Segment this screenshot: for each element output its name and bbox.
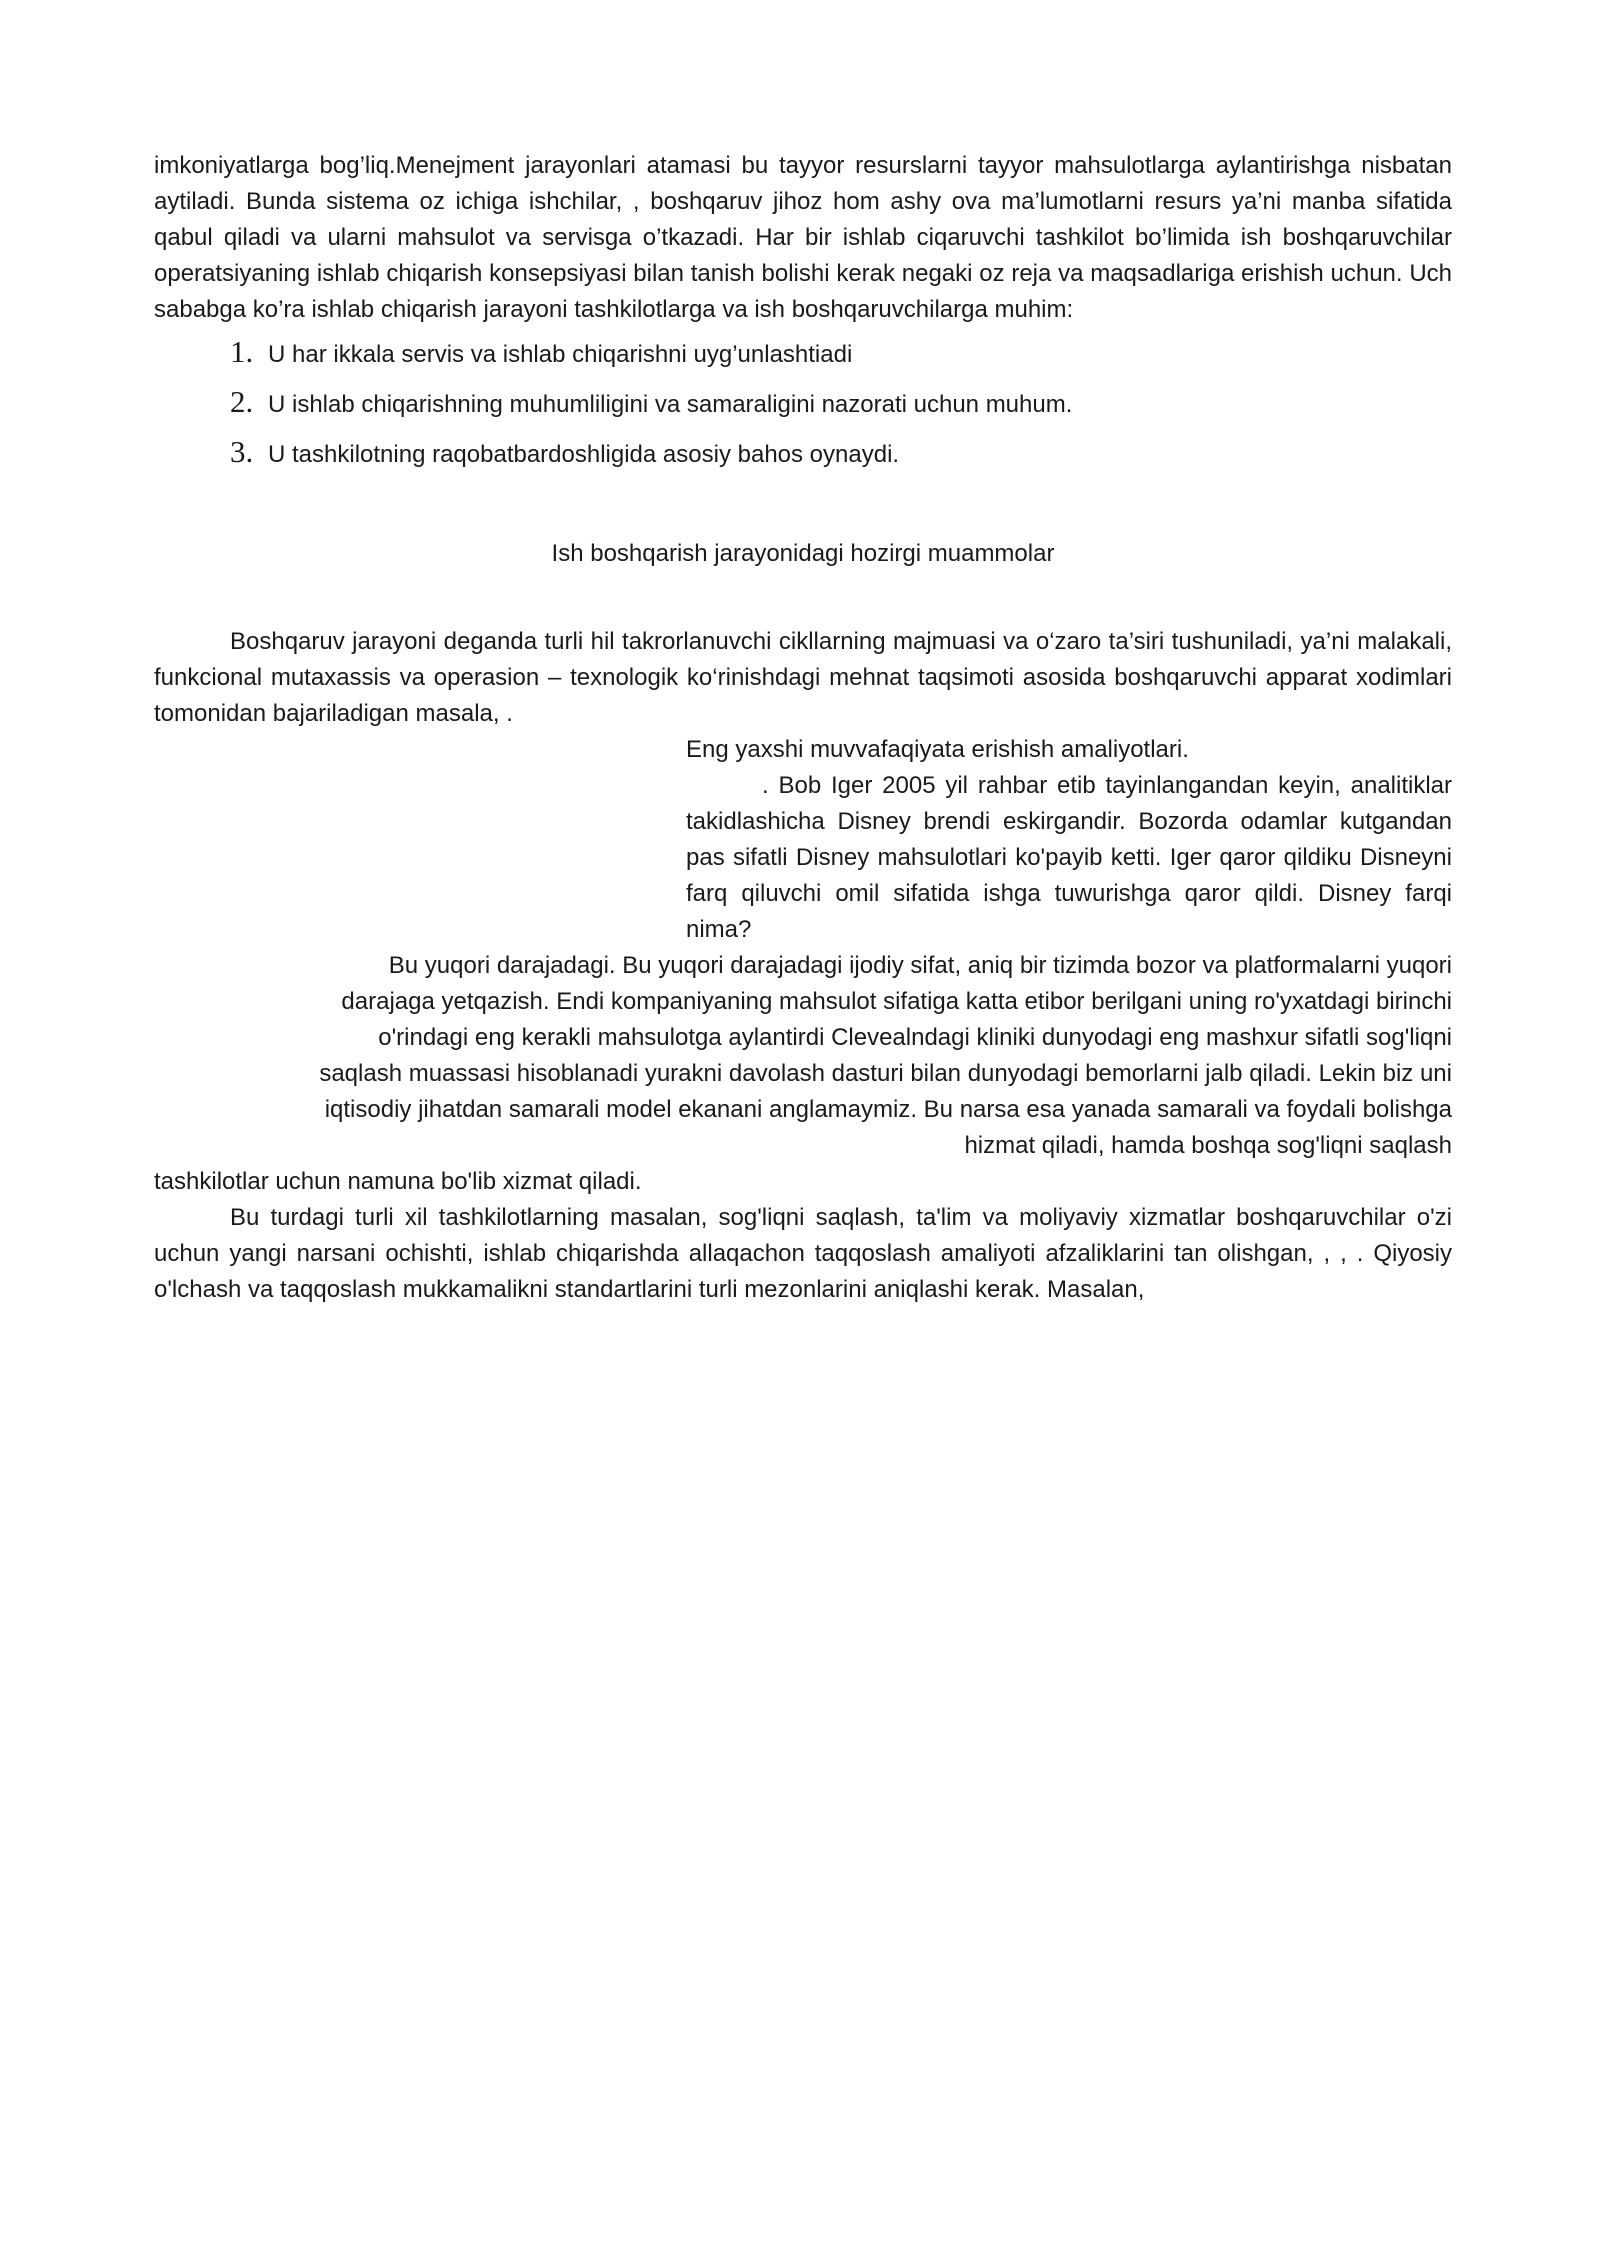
numbered-list xyxy=(154,334,1452,484)
right-aligned-block xyxy=(686,732,1452,948)
body-paragraph: Boshqaruv jarayoni deganda turli hil takrorlanuvchi cikllarning majmuasi va o‘zaro ta’siri tushuniladi, ya’ni malakali, funkcional mutaxassis va operasion – texnologik ko‘rinishdagi mehnat taqsimoti asosida boshqaruvchi apparat xodimlari tomonidan bajariladigan masala, . xyxy=(154,628,1452,727)
list-item-text: U har ikkala servis va ishlab chiqarishni uyg’unlashtiadi xyxy=(268,341,853,368)
block-text: . Bob Iger 2005 yil rahbar etib tayinlangandan keyin, analitiklar takidlashicha Disney brendi eskirgandir. Bozorda odamlar kutgandan pas sifatli Disney mahsulotlari ko'payib ketti. Iger qaror qildiku Disneyni farq qiluvchi omil sifatida ishga tuwurishga qaror qildi. Disney farqi nima? xyxy=(686,772,1452,943)
paragraph-line: tashkilotlar uchun namuna bo'lib xizmat qiladi. xyxy=(154,1168,642,1195)
list-item-text: U tashkilotning raqobatbardoshligida asosiy bahos oynaydi. xyxy=(268,441,900,468)
list-item-text: U ishlab chiqarishning muhumliligini va samaraligini nazorati uchun muhum. xyxy=(268,391,1073,418)
list-item xyxy=(154,384,1452,434)
paragraph-line: saqlash muassasi hisoblanadi yurakni davolash dasturi bilan dunyodagi bemorlarni jalb qiladi. Lekin biz uni xyxy=(319,1060,1452,1087)
list-item xyxy=(154,334,1452,384)
intro-paragraph: imkoniyatlarga bog’liq.Menejment jarayonlari atamasi bu tayyor resurslarni tayyor mahsulotlarga aylantirishga nisbatan aytiladi. Bunda sistema oz ichiga ishchilar, , boshqaruv jihoz hom ashy ova ma’lumotlarni resurs ya’ni manba sifatida qabul qiladi va ularni mahsulot va servisga o’tkazadi. Har bir ishlab ciqaruvchi tashkilot bo’limida ish boshqaruvchilar operatsiyaning ishlab chiqarish konsepsiyasi bilan tanish bolishi kerak negaki oz reja va maqsadlariga erishish uchun. Uch sababga ko’ra ishlab chiqarish jarayoni tashkilotlarga va ish boshqaruvchilarga muhim: xyxy=(154,152,1452,323)
document-page xyxy=(154,148,1452,1308)
body-paragraph: Bu turdagi turli xil tashkilotlarning masalan, sog'liqni saqlash, ta'lim va moliyaviy xizmatlar boshqaruvchilar o'zi uchun yangi narsani ochishti, ishlab chiqarishda allaqachon taqqoslash amaliyoti afzaliklarini tan olishgan, , , . Qiyosiy o'lchash va taqqoslash mukkamalikni standartlarini turli mezonlarini aniqlashi kerak. Masalan, xyxy=(154,1204,1452,1303)
paragraph-line: iqtisodiy jihatdan samarali model ekanani anglamaymiz. Bu narsa esa yanada samarali va foydali bolishga xyxy=(324,1096,1452,1123)
paragraph-line: Bu yuqori darajadagi. Bu yuqori darajadagi ijodiy sifat, aniq bir tizimda bozor va platformalarni yuqori xyxy=(388,952,1452,979)
paragraph-line: o'rindagi eng kerakli mahsulotga aylantirdi Clevealndagi kliniki dunyodagi eng mashxur sifatli sog'liqni xyxy=(378,1024,1452,1051)
section-heading: Ish boshqarish jarayonidagi hozirgi muammolar xyxy=(551,540,1055,567)
paragraph-line: darajaga yetqazish. Endi kompaniyaning mahsulot sifatiga katta etibor berilgani uning ro'yxatdagi birinchi xyxy=(341,988,1452,1015)
paragraph-line: hizmat qiladi, hamda boshqa sog'liqni saqlash xyxy=(964,1132,1452,1159)
block-title: Eng yaxshi muvvafaqiyata erishish amaliyotlari. xyxy=(686,736,1189,763)
right-aligned-paragraph xyxy=(154,948,1452,1200)
list-item xyxy=(154,434,1452,484)
list-number: 3. xyxy=(230,434,254,469)
list-number: 2. xyxy=(230,384,254,419)
list-number: 1. xyxy=(230,334,254,369)
